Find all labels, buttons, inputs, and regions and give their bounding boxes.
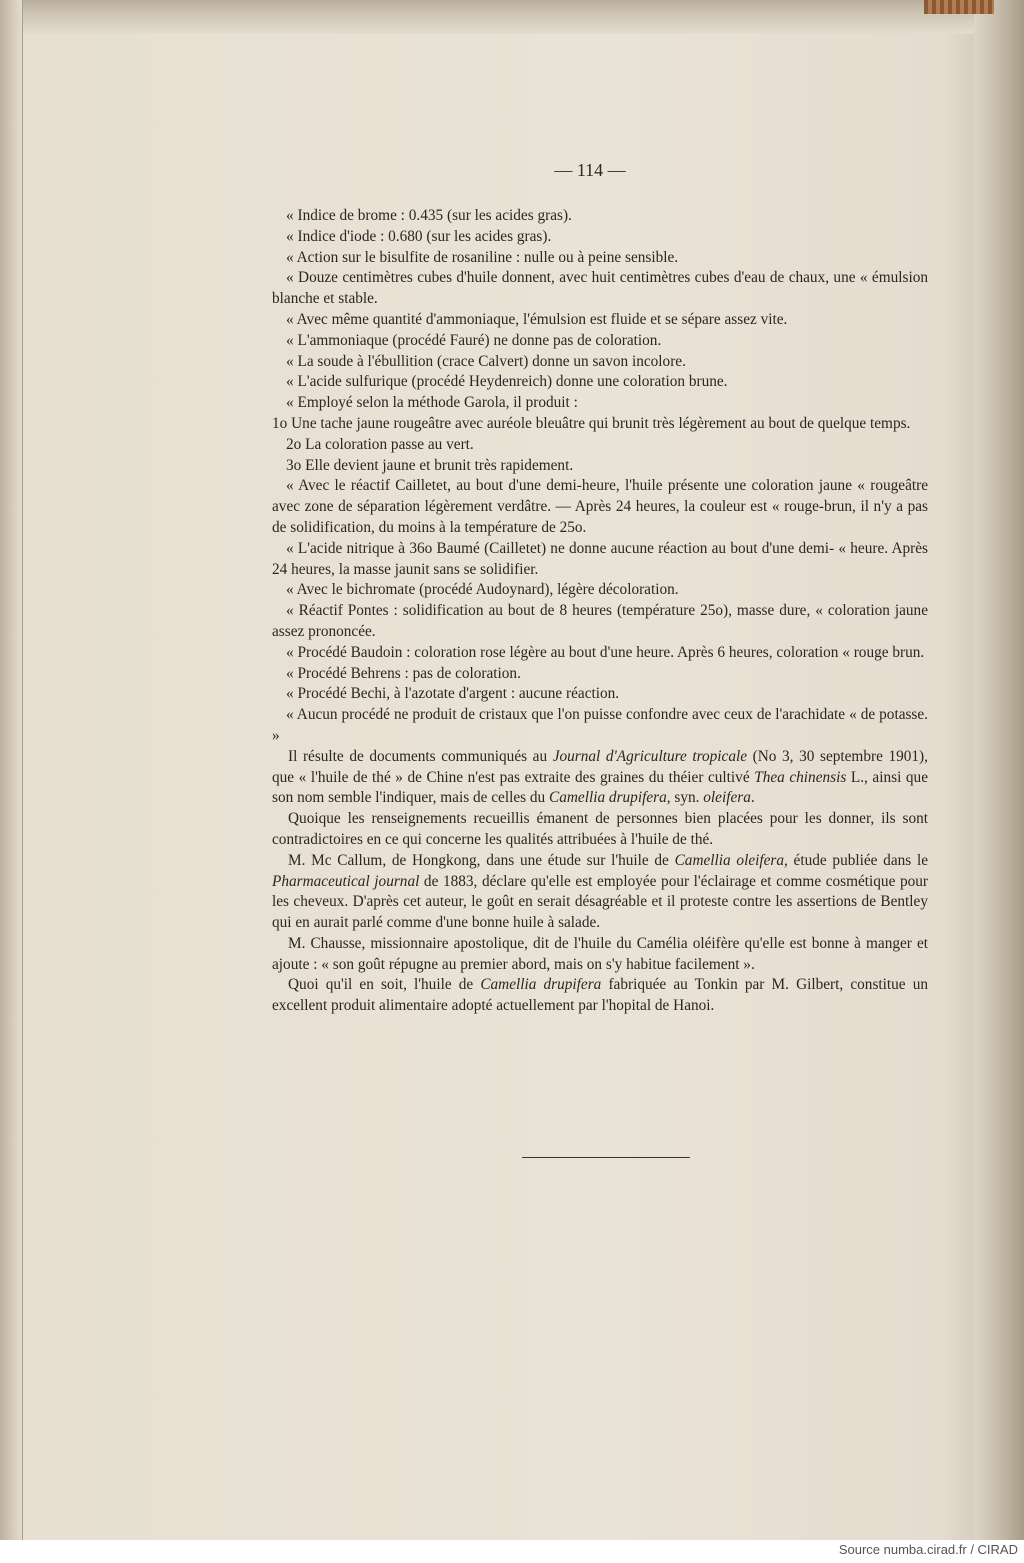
text-line: « Employé selon la méthode Garola, il produit : <box>286 394 578 412</box>
page-fold-shadow <box>974 0 1024 1540</box>
text-span: fabriquée au Tonkin par M. Gilbert, constitue un excellent produit alimentaire adopté actuellement par l'hopital de Hanoi. <box>272 976 929 1015</box>
paragraph-mccallum <box>272 851 928 934</box>
text-line: « Douze centimètres cubes d'huile donnent, avec huit centimètres cubes d'eau de chaux, une « émulsion blanche et stable. <box>272 269 928 308</box>
text-line: « Réactif Pontes : solidification au bout de 8 heures (température 25o), masse dure, « coloration jaune assez prononcée. <box>272 602 928 640</box>
text-span: . <box>750 789 755 807</box>
paragraph-renseignements: Quoique les renseignements recueillis émanent de personnes bien placées pour les donner, ils sont contradictoires en ce qui concerne les qualités attribuées à l'huile de thé. <box>272 810 928 848</box>
paragraph-chausse: M. Chausse, missionnaire apostolique, dit de l'huile du Camélia oléifère qu'elle est bonne à manger et ajoute : « son goût répugne au premier abord, mais on s'y habitue facilement ». <box>272 934 928 973</box>
binding-corner <box>924 0 994 14</box>
source-credit: Source numba.cirad.fr / CIRAD <box>838 1542 1018 1557</box>
text-line: « Action sur le bisulfite de rosaniline : nulle ou à peine sensible. <box>286 248 679 266</box>
text-span: (No 3, 30 septembre 1901), que « l'huile de thé » de Chine n'est pas extraite des graines du théier cultivé <box>272 747 928 786</box>
journal-title: Pharmaceutical journal <box>272 872 420 890</box>
text-line: « Avec le bichromate (procédé Audoynard), légère décoloration. <box>286 581 679 599</box>
text-line: « Indice d'iode : 0.680 (sur les acides gras). <box>286 227 552 245</box>
text-line: « L'acide sulfurique (procédé Heydenreich) donne une coloration brune. <box>286 373 728 391</box>
text-span: L., ainsi que son nom semble l'indiquer, mais de celles du <box>272 768 928 807</box>
text-span: , étude publiée dans le <box>784 851 928 869</box>
species-name: Thea chinensis <box>754 768 847 786</box>
numbered-item: 2o La coloration passe au vert. <box>286 435 474 453</box>
species-name: Camellia drupifera <box>549 789 667 807</box>
text-line: « Avec même quantité d'ammoniaque, l'émulsion est fluide et se sépare assez vite. <box>286 310 788 328</box>
section-separator <box>522 1157 690 1158</box>
text-span: M. Mc Callum, de Hongkong, dans une étude sur l'huile de <box>288 851 675 869</box>
text-line: « Procédé Baudoin : coloration rose légère au bout d'une heure. Après 6 heures, coloration « rouge brun. <box>286 643 925 661</box>
text-line: « Avec le réactif Cailletet, au bout d'une demi-heure, l'huile présente une coloration jaune « rougeâtre avec zone de séparation légèrement verdâtre. — Après 24 heures, la couleur est « rouge-brun, il n'y a pas de solidification, du moins à la température de 25o. <box>272 477 928 536</box>
book-top-edge <box>18 0 978 34</box>
species-name: oleifera <box>703 789 751 807</box>
page-number: — 114 — <box>554 160 626 180</box>
text-span: , syn. <box>666 789 704 807</box>
text-line: « L'acide nitrique à 36o Baumé (Cailletet) ne donne aucune réaction au bout d'une demi- « heure. Après 24 heures, la masse jaunit sans se solidifier. <box>272 539 928 578</box>
text-line: « La soude à l'ébullition (crace Calvert) donne un savon incolore. <box>286 352 686 370</box>
text-line: « Procédé Behrens : pas de coloration. <box>286 664 521 682</box>
species-name: Camellia drupifera <box>480 976 602 994</box>
text-line: « Aucun procédé ne produit de cristaux que l'on puisse confondre avec ceux de l'arachidate « de potasse. » <box>272 706 928 744</box>
text-span: de 1883, déclare qu'elle est employée pour l'éclairage et comme cosmétique pour les cheveux. D'après cet auteur, le goût en serait désagréable et il proteste contre les assertions de Bentley qui en aurait parlé comme d'une bonne huile à salade. <box>272 872 928 932</box>
numbered-item: 3o Elle devient jaune et brunit très rapidement. <box>286 456 574 474</box>
text-line: « Indice de brome : 0.435 (sur les acides gras). <box>286 207 572 224</box>
journal-title: Journal d'Agriculture tropicale <box>552 747 748 765</box>
text-span: Il résulte de documents communiqués au <box>288 747 553 765</box>
body-text <box>272 206 928 1017</box>
text-line: « Procédé Bechi, à l'azotate d'argent : aucune réaction. <box>286 685 620 703</box>
species-name: Camellia oleifera <box>674 851 784 869</box>
text-span: Quoi qu'il en soit, l'huile de <box>288 976 481 994</box>
text-line: « L'ammoniaque (procédé Fauré) ne donne pas de coloration. <box>286 331 662 349</box>
book-spine <box>0 0 23 1540</box>
paragraph-journal <box>272 747 928 809</box>
paragraph-final <box>272 975 928 1017</box>
numbered-item: 1o Une tache jaune rougeâtre avec auréole bleuâtre qui brunit très légèrement au bout de quelque temps. <box>272 414 911 432</box>
